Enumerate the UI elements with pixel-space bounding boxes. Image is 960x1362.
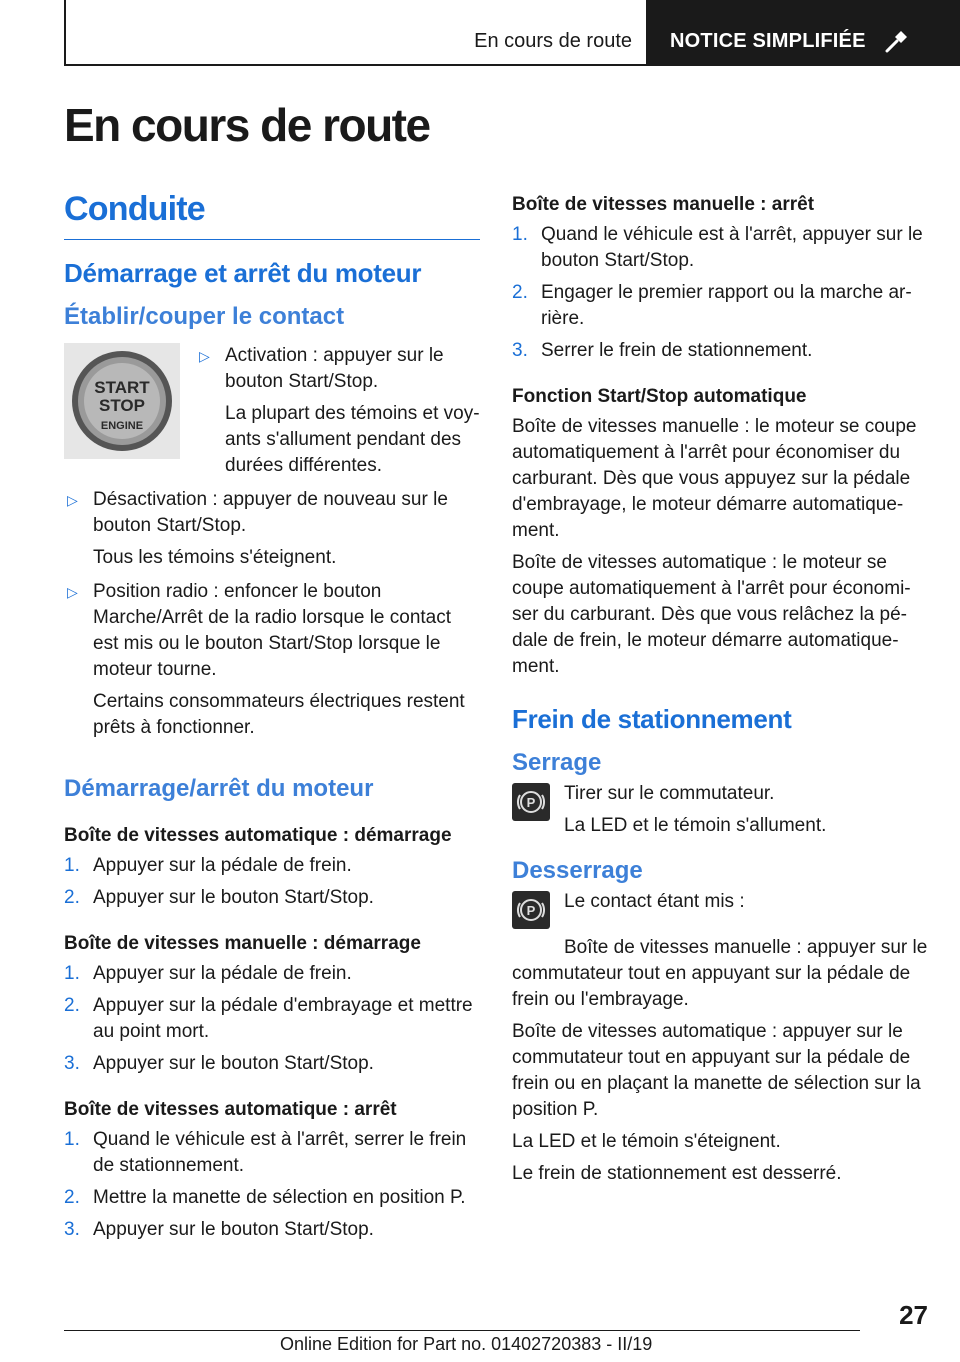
bullet-activation	[196, 343, 480, 479]
step-text: Mettre la manette de sélection en position P.	[93, 1187, 466, 1208]
bullet-text: Activation : appuyer sur le bouton Start/Stop.	[225, 345, 444, 392]
page-title: En cours de route	[64, 99, 430, 151]
paragraph: Boîte de vitesses manuelle : appuyer sur le commutateur tout en appuyant sur la pédale de frein ou l'embrayage.	[512, 937, 928, 1010]
step-text: Quand le véhicule est à l'arrêt, appuyer sur le bouton Start/Stop.	[541, 224, 923, 271]
header-bar	[64, 0, 960, 66]
section-tab[interactable]	[64, 0, 648, 66]
heading-manual-start: Boîte de vitesses manuelle : démarrage	[64, 933, 421, 954]
left-column	[64, 190, 480, 1243]
bullet-text: Désactivation : appuyer de nouveau sur le bouton Start/Stop.	[93, 489, 448, 536]
step-text: Appuyer sur le bouton Start/Stop.	[93, 1053, 374, 1074]
heading-manual-stop: Boîte de vitesses manuelle : arrêt	[512, 194, 815, 215]
footer-edition: Online Edition for Part no. 01402720383 - II/19	[280, 1334, 653, 1354]
parking-brake-icon	[512, 891, 550, 929]
paragraph: Boîte de vitesses manuelle : le moteur se coupe automatiquement à l'arrêt pour économiser du carburant. Dès que vous appuyez sur la pédale d'embrayage, le moteur démarre automatique‐ment.	[512, 416, 917, 541]
step-text: Serrer le frein de stationnement.	[541, 340, 813, 361]
desserrage-row	[512, 889, 928, 929]
step-text: Appuyer sur la pédale de frein.	[93, 963, 352, 984]
page-number: 27	[899, 1300, 928, 1330]
list-item: 2. Mettre la manette de sélection en position P.	[64, 1185, 480, 1211]
heading-conduite: Conduite	[64, 190, 480, 240]
hammer-icon	[884, 28, 910, 54]
paragraph: Le frein de stationnement est desserré.	[512, 1163, 842, 1184]
footer-divider	[64, 1330, 860, 1331]
notice-tab-label: NOTICE SIMPLIFIÉE	[670, 30, 866, 52]
parking-brake-icon	[512, 783, 550, 821]
paragraph: La LED et le témoin s'éteignent.	[512, 1131, 781, 1152]
step-text: Appuyer sur le bouton Start/Stop.	[93, 887, 374, 908]
bullet-desactivation	[64, 487, 480, 571]
start-label: START	[94, 378, 150, 397]
list-item: 1. Quand le véhicule est à l'arrêt, appuyer sur le bouton Start/Stop.	[512, 222, 928, 274]
list-item: 1. Quand le véhicule est à l'arrêt, serrer le frein de stationnement.	[64, 1127, 480, 1179]
notice-tab[interactable]	[648, 0, 960, 66]
paragraph: Tirer sur le commutateur.	[564, 783, 775, 804]
bullet-text: Certains consommateurs électriques restent prêts à fonctionner.	[93, 691, 465, 738]
start-stop-button-icon	[64, 343, 180, 459]
list-item: 2. Appuyer sur la pédale d'embrayage et mettre au point mort.	[64, 993, 480, 1045]
step-text: Appuyer sur la pédale de frein.	[93, 855, 352, 876]
list-item: 2. Engager le premier rapport ou la marche ar‐rière.	[512, 280, 928, 332]
step-text: Appuyer sur la pédale d'embrayage et mettre au point mort.	[93, 995, 473, 1042]
serrage-row	[512, 781, 928, 839]
paragraph: Le contact étant mis :	[564, 891, 745, 912]
step-text: Quand le véhicule est à l'arrêt, serrer le frein de stationnement.	[93, 1129, 467, 1176]
heading-auto-stop: Boîte de vitesses automatique : arrêt	[64, 1099, 397, 1120]
heading-demarrage-arret: Démarrage et arrêt du moteur	[64, 258, 422, 288]
heading-frein-stationnement: Frein de stationnement	[512, 704, 792, 734]
bullet-text: Position radio : enfoncer le bouton Marche/Arrêt de la radio lorsque le contact est mis ou le bouton Start/Stop lorsque le moteur tourne.	[93, 581, 452, 680]
svg-text:P: P	[526, 795, 536, 810]
svg-text:P: P	[526, 903, 536, 918]
heading-desserrage: Desserrage	[512, 857, 643, 884]
triangle-bullet-icon: ▷	[67, 492, 78, 508]
heading-auto-start: Boîte de vitesses automatique : démarrage	[64, 825, 452, 846]
bullet-position-radio	[64, 579, 480, 741]
list-item: 3. Serrer le frein de stationnement.	[512, 338, 928, 364]
start-stop-button-image	[64, 343, 180, 459]
start-stop-row	[64, 343, 480, 479]
heading-serrage: Serrage	[512, 749, 602, 776]
paragraph: La LED et le témoin s'allument.	[564, 815, 827, 836]
step-text: Engager le premier rapport ou la marche ar‐rière.	[541, 282, 912, 329]
list-item: 2. Appuyer sur le bouton Start/Stop.	[64, 885, 480, 911]
list-item: 1. Appuyer sur la pédale de frein.	[64, 961, 480, 987]
triangle-bullet-icon: ▷	[199, 348, 210, 364]
paragraph: Boîte de vitesses automatique : appuyer sur le commutateur tout en appuyant sur la pédale de frein ou en plaçant la manette de sélection sur la position P.	[512, 1021, 921, 1120]
triangle-bullet-icon: ▷	[67, 584, 78, 600]
right-column	[512, 190, 928, 1187]
list-item: 3. Appuyer sur le bouton Start/Stop.	[64, 1051, 480, 1077]
step-text: Appuyer sur le bouton Start/Stop.	[93, 1219, 374, 1240]
stop-label: STOP	[99, 396, 145, 415]
paragraph: Boîte de vitesses automatique : le moteur se coupe automatiquement à l'arrêt pour économi‐ser du carburant. Dès que vous relâchez la pé‐dale de frein, le moteur démarre automatique‐ment.	[512, 552, 911, 677]
section-tab-label: En cours de route	[474, 30, 632, 52]
heading-moteur: Démarrage/arrêt du moteur	[64, 775, 374, 802]
engine-label: ENGINE	[100, 420, 144, 432]
bullet-text: La plupart des témoins et voy‐ants s'allument pendant des durées différentes.	[225, 403, 480, 476]
list-item: 3. Appuyer sur le bouton Start/Stop.	[64, 1217, 480, 1243]
heading-contact: Établir/couper le contact	[64, 303, 345, 330]
list-item: 1. Appuyer sur la pédale de frein.	[64, 853, 480, 879]
bullet-text: Tous les témoins s'éteignent.	[93, 547, 337, 568]
heading-auto-start-stop: Fonction Start/Stop automatique	[512, 386, 807, 407]
